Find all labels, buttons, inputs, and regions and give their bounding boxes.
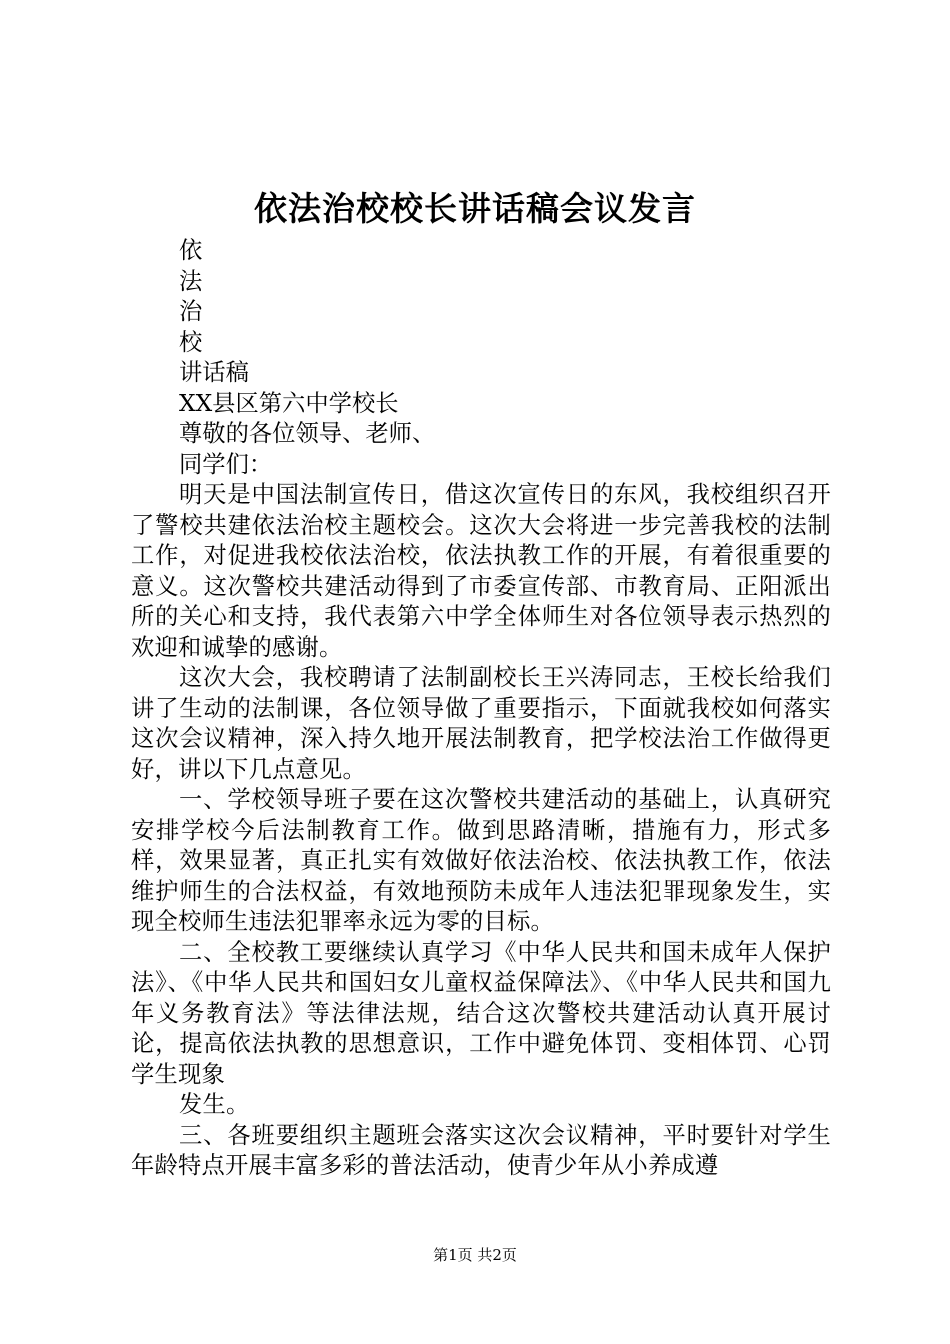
document-title: 依法治校校长讲话稿会议发言 [254,189,696,228]
heading-line: 依 [179,237,203,264]
salutation-line: 尊敬的各位领导、老师、 [179,420,436,447]
paragraph: 发生。 [179,1091,250,1118]
document-body [131,236,831,1182]
page-footer: 第1页 共2页 [433,1246,517,1264]
paragraph: 明天是中国法制宣传日，借这次宣传日的东风，我校组织召开了警校共建依法治校主题校会。这次大会将进一步完善我校的法制工作，对促进我校依法治校，依法执教工作的开展，有着很重要的意义。这次警校共建活动得到了市委宣传部、市教育局、正阳派出所的关心和支持，我代表第六中学全体师生对各位领导表示热烈的欢迎和诚挚的感谢。 [131,481,831,661]
paragraph: 三、各班要组织主题班会落实这次会议精神，平时要针对学生年龄特点开展丰富多彩的普法活动，使青少年从小养成遵 [131,1121,831,1179]
paragraph: 这次大会，我校聘请了法制副校长王兴涛同志，王校长给我们讲了生动的法制课，各位领导做了重要指示，下面就我校如何落实这次会议精神，深入持久地开展法制教育，把学校法治工作做得更好，讲以下几点意见。 [131,664,831,783]
salutation-line: 同学们： [179,450,273,478]
heading-line: 校 [179,328,203,356]
heading-line: 治 [179,298,203,325]
paragraph: 一、学校领导班子要在这次警校共建活动的基础上，认真研究安排学校今后法制教育工作。做到思路清晰，措施有力，形式多样，效果显著，真正扎实有效做好依法治校、依法执教工作，依法维护师生的合法权益，有效地预防未成年人违法犯罪现象发生，实现全校师生违法犯罪率永远为零的目标。 [131,786,831,935]
paragraph: 二、全校教工要继续认真学习《中华人民共和国未成年人保护法》、《中华人民共和国妇女儿童权益保障法》、《中华人民共和国九年义务教育法》等法律法规，结合这次警校共建活动认真开展讨论，提高依法执教的思想意识，工作中避免体罚、变相体罚、心罚学生现象 [131,938,831,1088]
author-line: XX县区第六中学校长 [179,389,399,417]
heading-line: 法 [179,267,203,295]
heading-line: 讲话稿 [179,359,249,386]
